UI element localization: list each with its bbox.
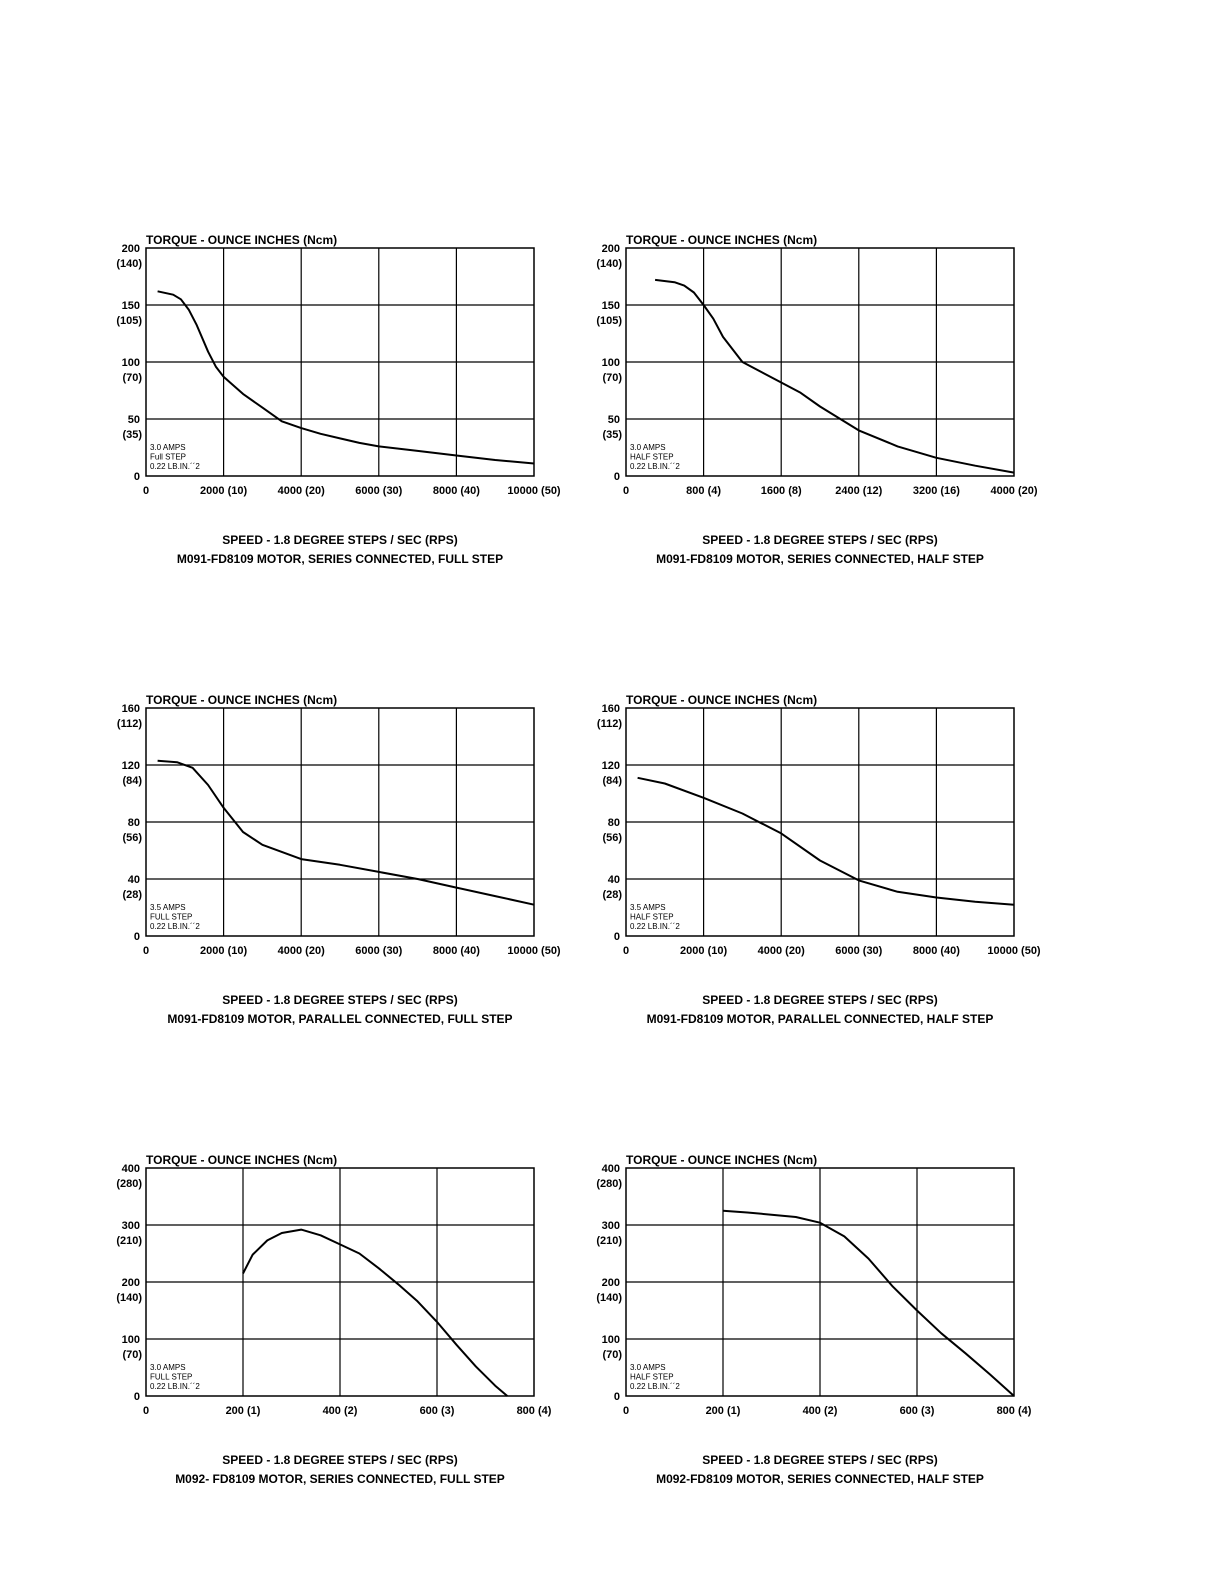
y-tick-label: 200 [601, 243, 620, 255]
y-tick-metric-label: (280) [596, 1178, 622, 1190]
y-tick-label: 100 [121, 1334, 140, 1346]
x-tick-label: 200 (1) [225, 1405, 261, 1417]
chart-note: FULL STEP [150, 912, 193, 922]
y-tick-label: 50 [607, 414, 620, 426]
chart-note: HALF STEP [630, 1372, 674, 1382]
y-tick-metric-label: (35) [602, 429, 622, 441]
y-tick-label: 400 [601, 1163, 620, 1175]
y-tick-metric-label: (105) [116, 315, 142, 327]
x-tick-label: 8000 (40) [432, 485, 480, 497]
y-tick-label: 150 [121, 300, 140, 312]
y-tick-metric-label: (105) [596, 315, 622, 327]
y-tick-label: 200 [601, 1277, 620, 1289]
chart-note: 3.0 AMPS [630, 1363, 666, 1372]
chart-title: M092- FD8109 MOTOR, SERIES CONNECTED, FULL STEP [175, 1472, 505, 1486]
x-tick-label: 6000 (30) [355, 485, 403, 497]
y-tick-label: 300 [601, 1220, 620, 1232]
y-tick-label: 40 [127, 874, 140, 886]
y-tick-label: 160 [121, 703, 140, 715]
y-tick-label: 100 [121, 357, 140, 369]
y-tick-label: 0 [613, 471, 620, 483]
y-tick-label: 0 [613, 931, 620, 943]
x-tick-label: 600 (3) [899, 1405, 935, 1417]
chart-note: 0.22 LB.IN.´´2 [630, 922, 680, 931]
y-tick-metric-label: (140) [116, 1292, 142, 1304]
chart-svg [108, 232, 578, 522]
torque-chart-1 [108, 232, 578, 577]
chart-note: 3.5 AMPS [630, 903, 666, 912]
y-tick-label: 50 [127, 414, 140, 426]
x-tick-label: 4000 (20) [757, 945, 805, 957]
y-tick-label: 80 [607, 817, 620, 829]
chart-note: 0.22 LB.IN.´´2 [150, 1382, 200, 1391]
torque-curve [158, 291, 534, 463]
x-tick-label: 3200 (16) [912, 485, 960, 497]
torque-chart-2 [588, 232, 1058, 577]
chart-note: 0.22 LB.IN.´´2 [630, 1382, 680, 1391]
x-axis-label: SPEED - 1.8 DEGREE STEPS / SEC (RPS) [222, 533, 458, 547]
chart-note: 3.0 AMPS [150, 1363, 186, 1372]
y-tick-metric-label: (84) [602, 775, 622, 787]
y-tick-label: 100 [601, 357, 620, 369]
chart-note: 0.22 LB.IN.´´2 [150, 922, 200, 931]
y-tick-metric-label: (210) [116, 1235, 142, 1247]
x-tick-label: 10000 (50) [507, 945, 561, 957]
y-axis-label: TORQUE - OUNCE INCHES (Ncm) [146, 1153, 338, 1167]
y-tick-metric-label: (140) [116, 258, 142, 270]
y-tick-metric-label: (56) [602, 832, 622, 844]
y-tick-metric-label: (70) [122, 1349, 142, 1361]
x-tick-label: 0 [142, 945, 150, 957]
x-tick-label: 2000 (10) [680, 945, 728, 957]
y-tick-label: 0 [133, 1391, 140, 1403]
y-tick-label: 0 [613, 1391, 620, 1403]
chart-note: 3.0 AMPS [150, 443, 186, 452]
y-tick-label: 40 [607, 874, 620, 886]
y-tick-metric-label: (84) [122, 775, 142, 787]
x-tick-label: 0 [622, 485, 630, 497]
y-tick-metric-label: (140) [596, 258, 622, 270]
y-tick-label: 400 [121, 1163, 140, 1175]
y-tick-label: 0 [133, 931, 140, 943]
chart-title: M091-FD8109 MOTOR, PARALLEL CONNECTED, HALF STEP [646, 1012, 994, 1026]
y-tick-metric-label: (210) [596, 1235, 622, 1247]
y-tick-metric-label: (35) [122, 429, 142, 441]
chart-svg [588, 692, 1058, 982]
y-axis-label: TORQUE - OUNCE INCHES (Ncm) [146, 233, 338, 247]
chart-title: M091-FD8109 MOTOR, SERIES CONNECTED, HALF STEP [656, 552, 984, 566]
chart-title: M091-FD8109 MOTOR, SERIES CONNECTED, FULL STEP [176, 552, 504, 566]
torque-curve [723, 1211, 1014, 1396]
x-tick-label: 1600 (8) [760, 485, 802, 497]
y-tick-label: 100 [601, 1334, 620, 1346]
torque-chart-6 [588, 1152, 1058, 1497]
x-tick-label: 800 (4) [996, 1405, 1032, 1417]
chart-title: M091-FD8109 MOTOR, PARALLEL CONNECTED, FULL STEP [167, 1012, 513, 1026]
x-axis-label: SPEED - 1.8 DEGREE STEPS / SEC (RPS) [222, 1453, 458, 1467]
chart-svg [108, 692, 578, 982]
chart-note: 0.22 LB.IN.´´2 [630, 462, 680, 471]
torque-chart-5 [108, 1152, 578, 1497]
x-tick-label: 4000 (20) [990, 485, 1038, 497]
torque-chart-4 [588, 692, 1058, 1037]
chart-svg [108, 1152, 578, 1442]
y-tick-label: 200 [121, 243, 140, 255]
torque-curve [158, 761, 534, 905]
x-tick-label: 0 [622, 945, 630, 957]
torque-curve [655, 280, 1014, 473]
y-axis-label: TORQUE - OUNCE INCHES (Ncm) [626, 693, 818, 707]
x-tick-label: 200 (1) [705, 1405, 741, 1417]
y-tick-label: 160 [601, 703, 620, 715]
y-tick-label: 150 [601, 300, 620, 312]
chart-title: M092-FD8109 MOTOR, SERIES CONNECTED, HALF STEP [656, 1472, 984, 1486]
x-tick-label: 10000 (50) [987, 945, 1041, 957]
y-tick-metric-label: (70) [122, 372, 142, 384]
chart-note: HALF STEP [630, 452, 674, 462]
y-tick-label: 300 [121, 1220, 140, 1232]
chart-note: 3.0 AMPS [630, 443, 666, 452]
x-tick-label: 2000 (10) [200, 945, 248, 957]
x-tick-label: 4000 (20) [277, 485, 325, 497]
x-tick-label: 6000 (30) [355, 945, 403, 957]
x-tick-label: 400 (2) [802, 1405, 838, 1417]
x-axis-label: SPEED - 1.8 DEGREE STEPS / SEC (RPS) [702, 1453, 938, 1467]
y-tick-metric-label: (56) [122, 832, 142, 844]
x-tick-label: 0 [142, 485, 150, 497]
chart-svg [588, 232, 1058, 522]
y-tick-metric-label: (140) [596, 1292, 622, 1304]
y-tick-metric-label: (70) [602, 1349, 622, 1361]
y-tick-metric-label: (112) [596, 718, 622, 730]
y-tick-label: 0 [133, 471, 140, 483]
y-axis-label: TORQUE - OUNCE INCHES (Ncm) [626, 1153, 818, 1167]
x-tick-label: 800 (4) [516, 1405, 552, 1417]
x-axis-label: SPEED - 1.8 DEGREE STEPS / SEC (RPS) [702, 993, 938, 1007]
x-tick-label: 2400 (12) [835, 485, 883, 497]
x-axis-label: SPEED - 1.8 DEGREE STEPS / SEC (RPS) [222, 993, 458, 1007]
y-axis-label: TORQUE - OUNCE INCHES (Ncm) [146, 693, 338, 707]
chart-svg [588, 1152, 1058, 1442]
x-tick-label: 4000 (20) [277, 945, 325, 957]
chart-note: HALF STEP [630, 912, 674, 922]
x-tick-label: 6000 (30) [835, 945, 883, 957]
y-tick-label: 200 [121, 1277, 140, 1289]
x-tick-label: 800 (4) [686, 485, 722, 497]
x-tick-label: 8000 (40) [432, 945, 480, 957]
chart-note: 0.22 LB.IN.´´2 [150, 462, 200, 471]
torque-curve [638, 778, 1014, 905]
y-tick-metric-label: (28) [122, 889, 142, 901]
x-axis-label: SPEED - 1.8 DEGREE STEPS / SEC (RPS) [702, 533, 938, 547]
y-tick-metric-label: (112) [116, 718, 142, 730]
torque-chart-3 [108, 692, 578, 1037]
x-tick-label: 400 (2) [322, 1405, 358, 1417]
x-tick-label: 10000 (50) [507, 485, 561, 497]
x-tick-label: 2000 (10) [200, 485, 248, 497]
chart-note: 3.5 AMPS [150, 903, 186, 912]
y-tick-label: 80 [127, 817, 140, 829]
y-tick-label: 120 [121, 760, 140, 772]
y-tick-label: 120 [601, 760, 620, 772]
y-tick-metric-label: (70) [602, 372, 622, 384]
chart-note: FULL STEP [150, 1372, 193, 1382]
x-tick-label: 0 [142, 1405, 150, 1417]
x-tick-label: 600 (3) [419, 1405, 455, 1417]
x-tick-label: 8000 (40) [912, 945, 960, 957]
y-tick-metric-label: (28) [602, 889, 622, 901]
chart-note: Full STEP [150, 452, 187, 462]
y-axis-label: TORQUE - OUNCE INCHES (Ncm) [626, 233, 818, 247]
x-tick-label: 0 [622, 1405, 630, 1417]
torque-curve [243, 1230, 507, 1396]
y-tick-metric-label: (280) [116, 1178, 142, 1190]
